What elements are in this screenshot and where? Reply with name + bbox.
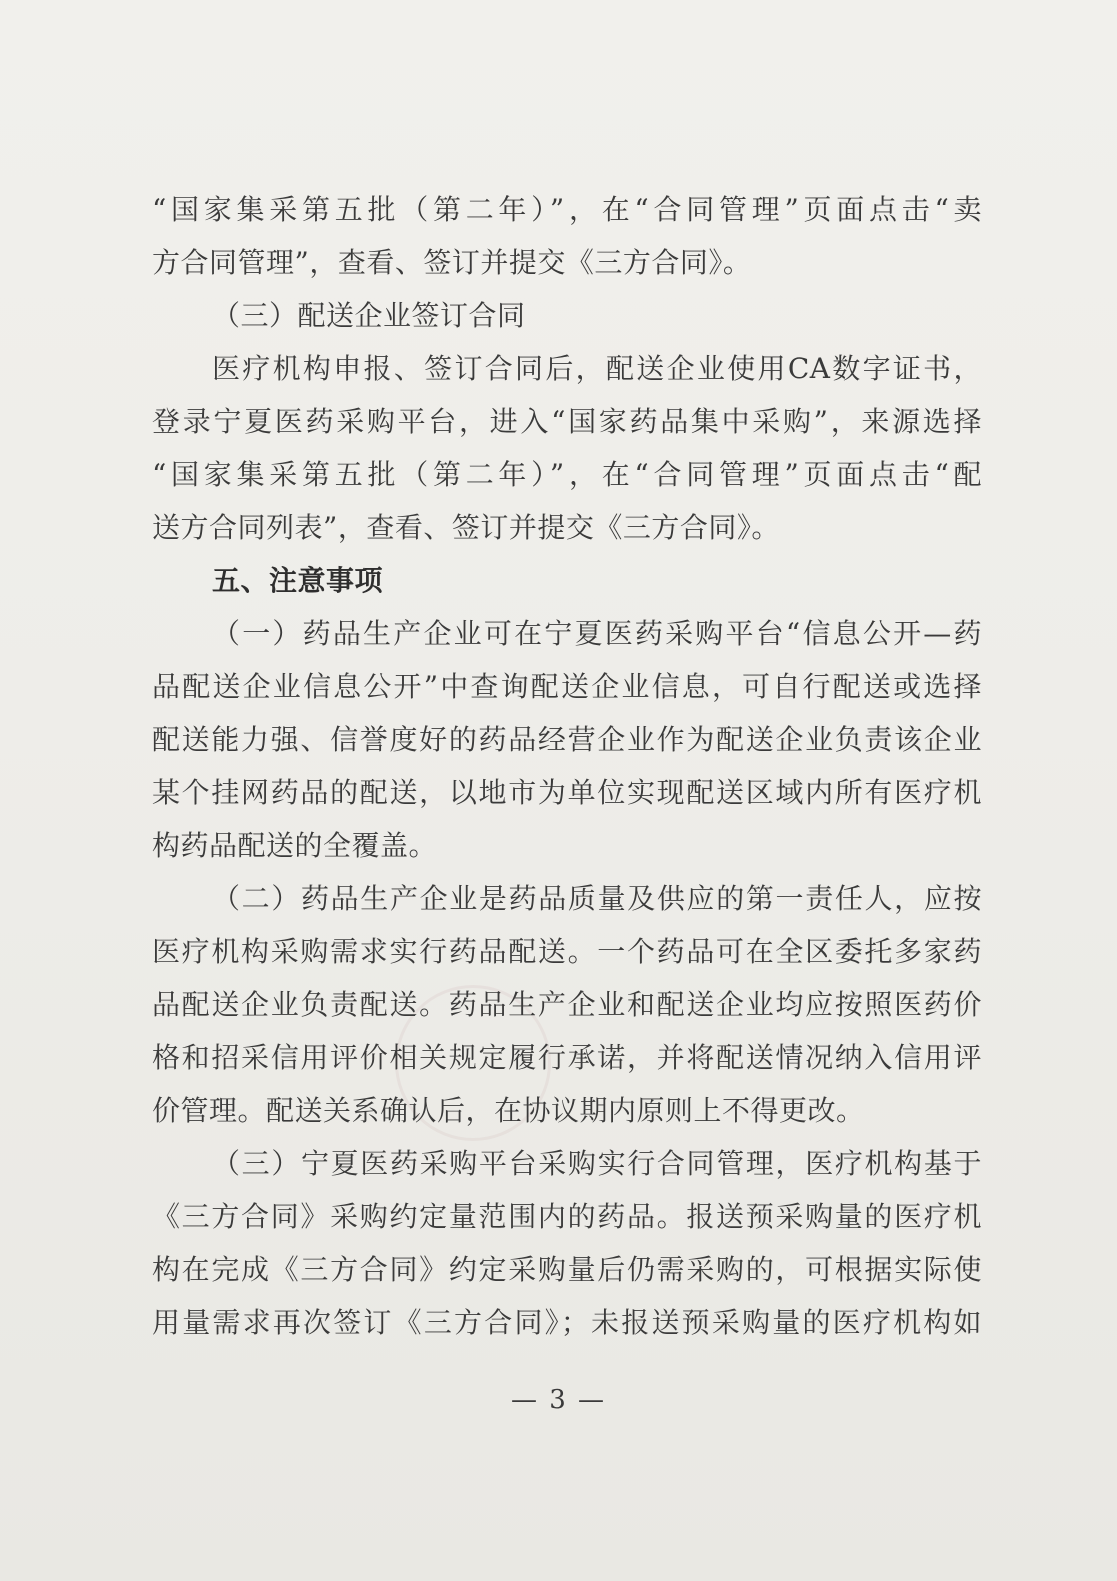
- section-heading: （三）配送企业签订合同: [212, 299, 526, 332]
- text-line: 方合同管理”，查看、签订并提交《三方合同》。: [152, 246, 752, 279]
- text-line: 品配送企业信息公开”中查询配送企业信息，可自行配送或选择: [152, 670, 982, 703]
- text-line: （一）药品生产企业可在宁夏医药采购平台“信息公开—药: [212, 617, 982, 650]
- text-line: 医疗机构采购需求实行药品配送。一个药品可在全区委托多家药: [152, 935, 982, 968]
- text-line: 登录宁夏医药采购平台，进入“国家药品集中采购”，来源选择: [152, 405, 982, 438]
- text-line: 品配送企业负责配送。药品生产企业和配送企业均应按照医药价: [152, 988, 982, 1021]
- text-line: 构在完成《三方合同》约定采购量后仍需采购的，可根据实际使: [152, 1253, 982, 1286]
- text-line: 配送能力强、信誉度好的药品经营企业作为配送企业负责该企业: [152, 723, 982, 756]
- text-line: 送方合同列表”，查看、签订并提交《三方合同》。: [152, 511, 780, 544]
- text-line: “国家集采第五批（第二年）”，在“合同管理”页面点击“配: [152, 458, 982, 491]
- text-line: 格和招采信用评价相关规定履行承诺，并将配送情况纳入信用评: [152, 1041, 982, 1074]
- chapter-heading: 五、注意事项: [212, 564, 384, 597]
- text-line: 用量需求再次签订《三方合同》；未报送预采购量的医疗机构如: [152, 1306, 982, 1339]
- text-line: 价管理。配送关系确认后，在协议期内原则上不得更改。: [152, 1094, 865, 1127]
- text-line: 《三方合同》采购约定量范围内的药品。报送预采购量的医疗机: [152, 1200, 982, 1233]
- text-line: 构药品配送的全覆盖。: [152, 829, 438, 862]
- text-line: “国家集采第五批（第二年）”，在“合同管理”页面点击“卖: [152, 193, 982, 226]
- text-line: 医疗机构申报、签订合同后，配送企业使用CA数字证书，: [212, 352, 982, 385]
- text-line: （三）宁夏医药采购平台采购实行合同管理，医疗机构基于: [212, 1147, 982, 1180]
- text-line: （二）药品生产企业是药品质量及供应的第一责任人，应按: [212, 882, 982, 915]
- text-line: 某个挂网药品的配送，以地市为单位实现配送区域内所有医疗机: [152, 776, 982, 809]
- page-number: — 3 —: [510, 1385, 607, 1415]
- body-text: [152, 183, 982, 1349]
